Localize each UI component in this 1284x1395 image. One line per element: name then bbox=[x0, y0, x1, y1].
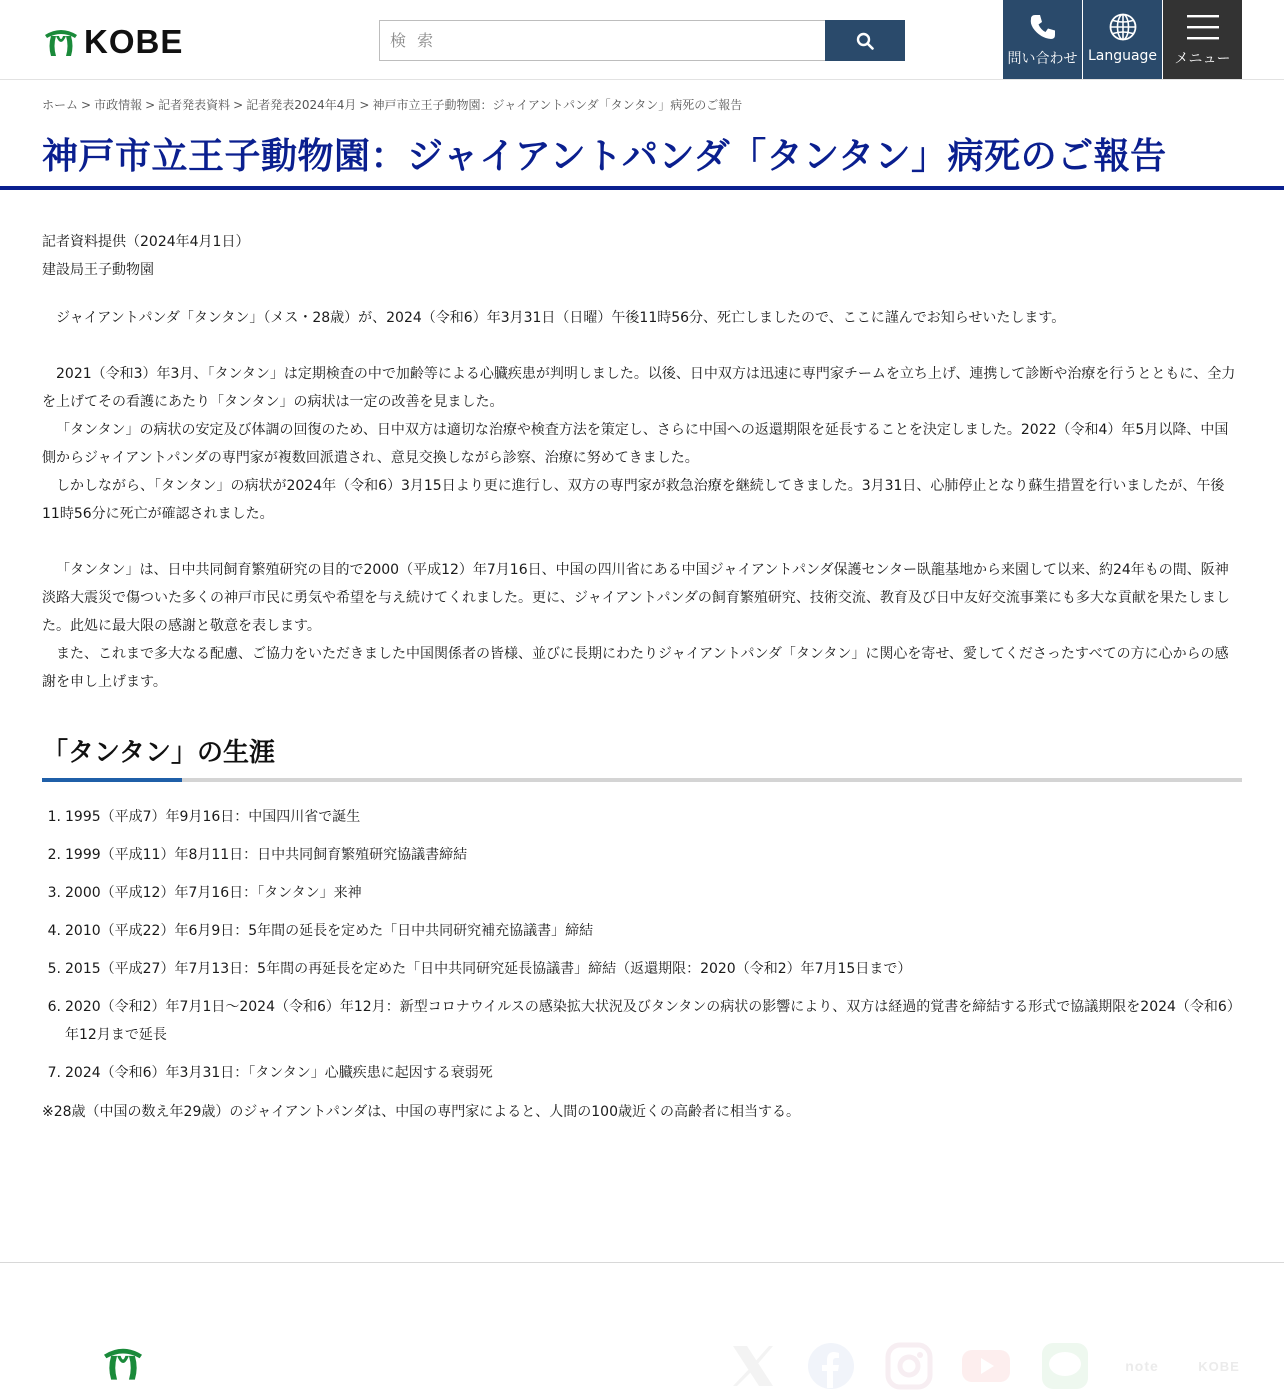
paragraph-contribution: 「タンタン」は、日中共同飼育繁殖研究の目的で2000（平成12）年7月16日、中国の四川省にある中国ジャイアントパンダ保護センター臥龍基地から来園して以来、約24年もの間、阪神淡路大震災で傷ついた多くの神戸市民に勇気や希望を与え続けてくれました。更に、ジャイアントパンダの飼育繁殖研究、技術交流、教育及び日中友好交流事業にも多大な貢献を果たしました。此処に最大限の感謝と敬意を表します。 bbox=[42, 562, 1230, 634]
section-divider-accent bbox=[42, 778, 182, 782]
instagram-icon bbox=[885, 1342, 933, 1390]
title-divider bbox=[0, 186, 1284, 190]
instagram-link[interactable] bbox=[884, 1340, 934, 1392]
list-item bbox=[42, 1059, 1242, 1087]
breadcrumb-press-materials[interactable]: 記者発表資料 bbox=[158, 98, 231, 112]
list-item-number: 2. bbox=[47, 847, 61, 863]
breadcrumb-separator: > bbox=[145, 98, 156, 112]
site-search bbox=[379, 20, 905, 61]
globe-icon bbox=[1108, 12, 1138, 42]
menu-button[interactable] bbox=[1163, 0, 1242, 79]
language-button[interactable] bbox=[1083, 0, 1162, 79]
site-header bbox=[0, 0, 1284, 80]
breadcrumb-current: 神戸市立王子動物園：ジャイアントパンダ「タンタン」病死のご報告 bbox=[372, 98, 743, 112]
list-item-text: 2000（平成12）年7月16日：「タンタン」来神 bbox=[65, 885, 362, 901]
section-title: 「タンタン」の生涯 bbox=[42, 738, 275, 768]
contact-button[interactable] bbox=[1003, 0, 1082, 79]
breadcrumb-city-info[interactable]: 市政情報 bbox=[94, 98, 143, 112]
line-link[interactable] bbox=[1040, 1340, 1090, 1392]
age-note: ※28歳（中国の数え年29歳）のジャイアントパンダは、中国の専門家によると、人間の100歳近くの高齢者に相当する。 bbox=[42, 1104, 800, 1120]
kobe-icon: KOBE bbox=[1198, 1358, 1240, 1374]
language-label: Language bbox=[1087, 48, 1158, 64]
list-item-number: 6. bbox=[47, 999, 61, 1015]
footer-logo[interactable] bbox=[100, 1344, 146, 1386]
note-icon: note bbox=[1125, 1358, 1159, 1374]
paragraph-death: しかしながら、「タンタン」の病状が2024年（令和6）3月15日より更に進行し、双方の専門家が救急治療を継続してきました。3月31日、心肺停止となり蘇生措置を行いましたが、午後11時56分に死亡が確認されました。 bbox=[42, 478, 1225, 522]
list-item bbox=[42, 803, 1242, 831]
list-item bbox=[42, 917, 1242, 945]
list-item-text: 2024（令和6）年3月31日：「タンタン」心臓疾患に起因する衰弱死 bbox=[65, 1065, 493, 1081]
youtube-link[interactable] bbox=[960, 1340, 1012, 1392]
breadcrumb-separator: > bbox=[233, 98, 244, 112]
press-date: 記者資料提供（2024年4月1日） bbox=[42, 234, 250, 250]
facebook-icon bbox=[807, 1342, 855, 1390]
search-icon bbox=[856, 32, 874, 50]
list-item-text: 2020（令和2）年7月1日～2024（令和6）年12月：新型コロナウイルスの感染拡大状況及びタンタンの病状の影響により、双方は経過的覚書を締結する形式で協議期限を2024（令和6）年12月まで延長 bbox=[65, 999, 1241, 1043]
breadcrumb-home[interactable]: ホーム bbox=[42, 98, 79, 112]
list-item-number: 4. bbox=[47, 923, 61, 939]
menu-label: メニュー bbox=[1174, 51, 1231, 67]
list-item-text: 2015（平成27）年7月13日：5年間の再延長を定めた「日中共同研究延長協議書」締結（返還期限：2020（令和2）年7月15日まで） bbox=[65, 961, 912, 977]
line-icon bbox=[1041, 1342, 1089, 1390]
search-input[interactable] bbox=[379, 20, 825, 61]
hamburger-icon bbox=[1186, 12, 1220, 42]
list-item-number: 7. bbox=[47, 1065, 61, 1081]
list-item-number: 5. bbox=[47, 961, 61, 977]
x-link[interactable] bbox=[728, 1340, 778, 1392]
youtube-icon bbox=[961, 1346, 1011, 1386]
list-item bbox=[42, 993, 1242, 1049]
list-item-number: 1. bbox=[47, 809, 61, 825]
paragraph-thanks: また、これまで多大なる配慮、ご協力をいただきました中国関係者の皆様、並びに長期にわたりジャイアントパンダ「タンタン」に関心を寄せ、愛してくださったすべての方に心からの感謝を申し上げます。 bbox=[42, 646, 1229, 690]
kobe-brand-link[interactable] bbox=[1196, 1340, 1242, 1392]
press-department: 建設局王子動物園 bbox=[42, 262, 154, 278]
history-list bbox=[42, 803, 1242, 1097]
phone-icon bbox=[1028, 12, 1058, 42]
list-item-number: 3. bbox=[47, 885, 61, 901]
press-meta bbox=[42, 228, 249, 284]
section-divider bbox=[42, 778, 1242, 782]
note-link[interactable] bbox=[1118, 1340, 1166, 1392]
breadcrumb-separator: > bbox=[359, 98, 370, 112]
breadcrumb-press-2024-04[interactable]: 記者発表2024年4月 bbox=[246, 98, 357, 112]
list-item-text: 2010（平成22）年6月9日：5年間の延長を定めた「日中共同研究補充協議書」締結 bbox=[65, 923, 594, 939]
list-item bbox=[42, 955, 1242, 983]
search-button[interactable] bbox=[825, 20, 905, 61]
kobe-emblem-icon bbox=[100, 1344, 146, 1382]
list-item bbox=[42, 841, 1242, 869]
paragraph-announcement: ジャイアントパンダ「タンタン」（メス・28歳）が、2024（令和6）年3月31日（日曜）午後11時56分、死亡しましたので、ここに謹んでお知らせいたします。 bbox=[56, 310, 1066, 326]
kobe-logo[interactable] bbox=[42, 24, 183, 60]
x-icon bbox=[729, 1342, 777, 1390]
list-item bbox=[42, 879, 1242, 907]
list-item-text: 1999（平成11）年8月11日：日中共同飼育繁殖研究協議書締結 bbox=[65, 847, 468, 863]
list-item-text: 1995（平成7）年9月16日：中国四川省で誕生 bbox=[65, 809, 361, 825]
kobe-emblem-icon bbox=[42, 26, 80, 58]
page-title: 神戸市立王子動物園：ジャイアントパンダ「タンタン」病死のご報告 bbox=[42, 136, 1167, 177]
paragraph-diagnosis: 2021（令和3）年3月、「タンタン」は定期検査の中で加齢等による心臓疾患が判明しました。以後、日中双方は迅速に専門家チームを立ち上げ、連携して診断や治療を行うとともに、全力を上げてその看護にあたり「タンタン」の病状は一定の改善を見ました。 bbox=[42, 366, 1236, 410]
contact-label: 問い合わせ bbox=[1007, 51, 1078, 67]
logo-text: KOBE bbox=[84, 23, 184, 60]
facebook-link[interactable] bbox=[806, 1340, 856, 1392]
footer-divider bbox=[0, 1262, 1284, 1263]
breadcrumb bbox=[42, 96, 742, 113]
breadcrumb-separator: > bbox=[81, 98, 92, 112]
paragraph-treatment: 「タンタン」の病状の安定及び体調の回復のため、日中双方は適切な治療や検査方法を策定し、さらに中国への返還期限を延長することを決定しました。2022（令和4）年5月以降、中国側からジャイアントパンダの専門家が複数回派遣され、意見交換しながら診察、治療に努めてきました。 bbox=[42, 422, 1229, 466]
